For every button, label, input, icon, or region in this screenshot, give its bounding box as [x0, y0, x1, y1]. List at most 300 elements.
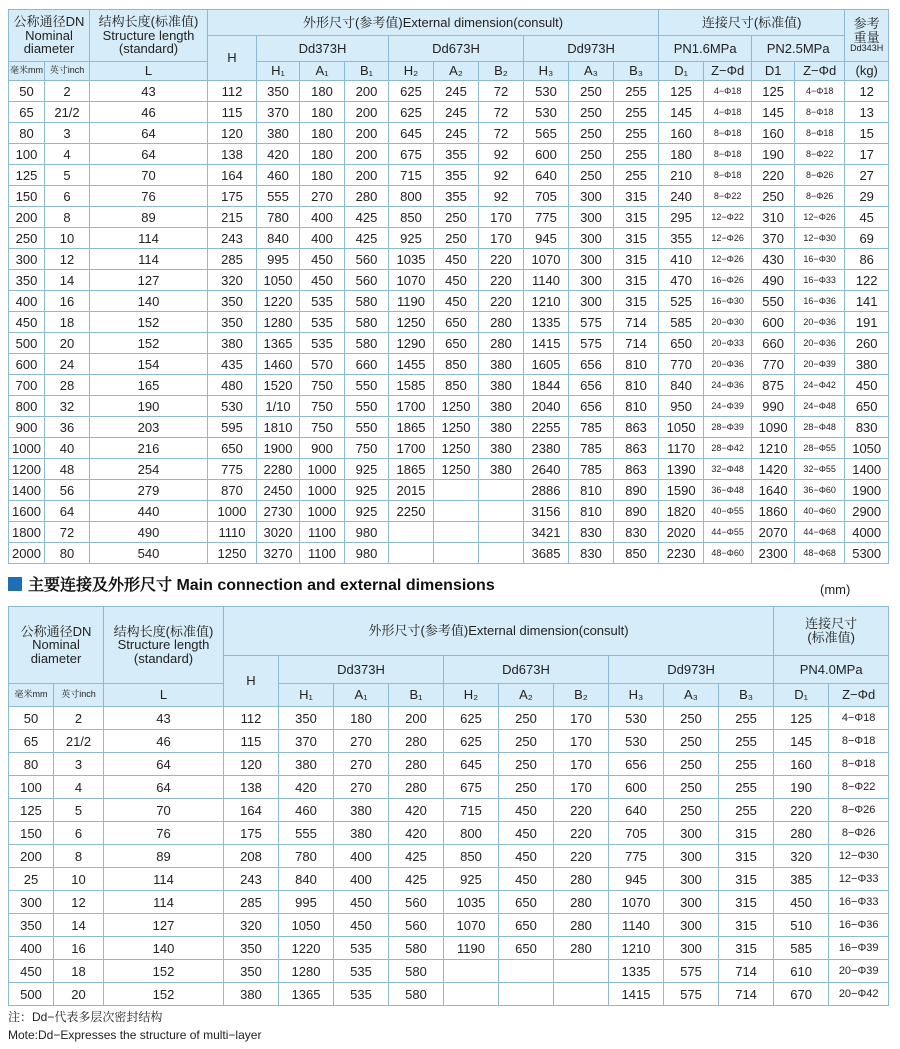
table-cell: 16−Φ36 [795, 291, 845, 312]
table-cell: 125 [9, 165, 45, 186]
table-cell: 250 [664, 799, 719, 822]
table-cell: 138 [224, 776, 279, 799]
table-cell: 565 [524, 123, 569, 144]
table-cell: 145 [774, 730, 829, 753]
table-cell: 1400 [845, 459, 889, 480]
h1-header: H₁ [279, 684, 334, 707]
table-cell: 280 [554, 868, 609, 891]
mm-header: 毫米mm [9, 684, 54, 707]
table-cell: 24−Φ42 [795, 375, 845, 396]
table-cell: 770 [752, 354, 795, 375]
zphid-header-pn25: Z−Φd [795, 62, 845, 81]
table-row [9, 123, 889, 144]
table-cell: 16−Φ33 [795, 270, 845, 291]
table-cell: 595 [208, 417, 257, 438]
table-cell: 72 [479, 123, 524, 144]
table-cell: 5300 [845, 543, 889, 564]
table-cell: 180 [300, 165, 345, 186]
table-cell: 3270 [257, 543, 300, 564]
table-cell: 260 [845, 333, 889, 354]
table-row [9, 707, 889, 730]
table-cell: 2040 [524, 396, 569, 417]
table-cell: 44−Φ68 [795, 522, 845, 543]
table-cell: 200 [9, 845, 54, 868]
table-cell: 16 [45, 291, 90, 312]
table-cell: 28 [45, 375, 90, 396]
table-cell: 450 [334, 914, 389, 937]
table-cell: 170 [554, 707, 609, 730]
table-cell: 863 [614, 438, 659, 459]
table-cell [434, 543, 479, 564]
table-cell: 8 [45, 207, 90, 228]
connection-dimension-header: 连接尺寸(标准值) [659, 10, 845, 36]
table-cell: 2450 [257, 480, 300, 501]
table-cell: 250 [499, 776, 554, 799]
table-cell: 300 [664, 845, 719, 868]
table-cell: 540 [90, 543, 208, 564]
table-cell: 4−Φ18 [795, 81, 845, 102]
table-cell: 625 [444, 707, 499, 730]
table-cell: 410 [659, 249, 704, 270]
table-cell: 1035 [389, 249, 434, 270]
table-cell: 810 [569, 480, 614, 501]
table-cell: 20−Φ36 [795, 333, 845, 354]
table-cell: 560 [345, 270, 389, 291]
table-cell [389, 543, 434, 564]
h1-header: H₁ [257, 62, 300, 81]
external-dimension-header: 外形尺寸(参考值)External dimension(consult) [224, 607, 774, 656]
nominal-diameter-header: 公称通径DN Nominal diameter [9, 10, 90, 62]
table-row [9, 102, 889, 123]
table-cell: 1220 [257, 291, 300, 312]
table-cell: 3156 [524, 501, 569, 522]
dd973h-header: Dd973H [609, 656, 774, 684]
dimension-table-pn16-pn25 [8, 9, 889, 564]
table-cell: 250 [569, 165, 614, 186]
table-cell: 32−Φ48 [704, 459, 752, 480]
table-cell: 380 [257, 123, 300, 144]
table2-body [9, 707, 889, 1006]
table-cell: 203 [90, 417, 208, 438]
table-cell: 160 [774, 753, 829, 776]
table-cell: 92 [479, 165, 524, 186]
table-cell: 48 [45, 459, 90, 480]
table-cell: 2255 [524, 417, 569, 438]
table-row [9, 354, 889, 375]
table-cell: 990 [752, 396, 795, 417]
table-cell: 350 [257, 81, 300, 102]
table-cell: 280 [479, 333, 524, 354]
table-cell: 200 [345, 123, 389, 144]
table-cell: 125 [9, 799, 54, 822]
table-cell [434, 480, 479, 501]
table-cell: 8 [54, 845, 104, 868]
table-cell: 255 [614, 102, 659, 123]
table-cell: 840 [257, 228, 300, 249]
table-cell: 36−Φ60 [795, 480, 845, 501]
table-cell: 500 [9, 333, 45, 354]
table-cell: 490 [90, 522, 208, 543]
table-cell: 270 [334, 753, 389, 776]
table-cell: 16−Φ30 [704, 291, 752, 312]
table-cell: 220 [774, 799, 829, 822]
table-cell: 32−Φ55 [795, 459, 845, 480]
table-cell: 65 [9, 730, 54, 753]
table-cell: 420 [257, 144, 300, 165]
table-cell: 775 [524, 207, 569, 228]
table-cell: 2000 [9, 543, 45, 564]
table-cell: 112 [224, 707, 279, 730]
table-cell: 3020 [257, 522, 300, 543]
table-cell: 27 [845, 165, 889, 186]
table-cell: 700 [9, 375, 45, 396]
table-cell: 250 [499, 730, 554, 753]
dd673h-header: Dd673H [389, 36, 524, 62]
table-cell: 127 [90, 270, 208, 291]
table-cell: 850 [614, 543, 659, 564]
table-cell: 830 [569, 522, 614, 543]
table-cell: 980 [345, 522, 389, 543]
table-cell: 1250 [208, 543, 257, 564]
table-row [9, 730, 889, 753]
table-cell: 220 [479, 249, 524, 270]
table-cell: 450 [434, 270, 479, 291]
h2-header: H₂ [389, 62, 434, 81]
table-cell: 243 [224, 868, 279, 891]
table-cell: 12−Φ26 [704, 228, 752, 249]
table-cell: 18 [54, 960, 104, 983]
table-cell: 656 [569, 396, 614, 417]
table-cell: 200 [9, 207, 45, 228]
table-cell: 20−Φ36 [795, 312, 845, 333]
pn40-header: PN4.0MPa [774, 656, 889, 684]
table-cell: 46 [104, 730, 224, 753]
table-cell: 380 [479, 375, 524, 396]
table-cell: 160 [752, 123, 795, 144]
table-cell: 840 [659, 375, 704, 396]
table-cell: 280 [389, 753, 444, 776]
table-cell: 1590 [659, 480, 704, 501]
dd373h-header: Dd373H [279, 656, 444, 684]
table-cell: 1200 [9, 459, 45, 480]
table-cell: 1460 [257, 354, 300, 375]
table-cell: 380 [224, 983, 279, 1006]
table-row [9, 845, 889, 868]
table-cell: 150 [9, 822, 54, 845]
table-cell: 780 [279, 845, 334, 868]
l-header: L [104, 684, 224, 707]
table-cell: 16 [54, 937, 104, 960]
table-cell: 650 [845, 396, 889, 417]
table-cell: 220 [554, 845, 609, 868]
table-cell: 64 [104, 753, 224, 776]
table-cell: 245 [434, 81, 479, 102]
table-row [9, 543, 889, 564]
table-cell: 2300 [752, 543, 795, 564]
table-cell: 575 [569, 333, 614, 354]
table-cell: 650 [499, 914, 554, 937]
table-cell: 4 [54, 776, 104, 799]
table-cell: 315 [719, 937, 774, 960]
table-cell: 1390 [659, 459, 704, 480]
table-cell: 450 [334, 891, 389, 914]
table-cell: 20 [54, 983, 104, 1006]
table-cell: 2015 [389, 480, 434, 501]
a2-header: A₂ [434, 62, 479, 81]
table-cell [479, 543, 524, 564]
table-cell: 945 [609, 868, 664, 891]
table-cell: 585 [659, 312, 704, 333]
table-cell: 1110 [208, 522, 257, 543]
table-cell: 550 [345, 375, 389, 396]
table-row [9, 396, 889, 417]
table-cell: 300 [664, 937, 719, 960]
table-cell: 1/10 [257, 396, 300, 417]
table-cell: 1700 [389, 396, 434, 417]
table-cell: 315 [719, 822, 774, 845]
table-cell: 250 [569, 144, 614, 165]
table-cell: 1280 [279, 960, 334, 983]
table-cell: 1140 [609, 914, 664, 937]
table-cell: 4000 [845, 522, 889, 543]
table-cell: 1000 [300, 459, 345, 480]
table-cell: 800 [444, 822, 499, 845]
section-marker-icon [8, 577, 22, 591]
table-cell: 28−Φ55 [795, 438, 845, 459]
table-cell: 1190 [389, 291, 434, 312]
table-cell: 280 [554, 937, 609, 960]
table-cell: 1050 [257, 270, 300, 291]
table-cell: 21/2 [45, 102, 90, 123]
table-cell: 300 [664, 891, 719, 914]
table-cell: 120 [208, 123, 257, 144]
table-cell: 1090 [752, 417, 795, 438]
l-header: L [90, 62, 208, 81]
table-cell: 154 [90, 354, 208, 375]
inch-header: 英寸inch [54, 684, 104, 707]
table-cell: 145 [752, 102, 795, 123]
table-cell: 570 [300, 354, 345, 375]
table-cell: 380 [479, 354, 524, 375]
table-cell: 863 [614, 459, 659, 480]
table-cell: 40−Φ60 [795, 501, 845, 522]
table-cell: 145 [659, 102, 704, 123]
table-cell: 420 [389, 822, 444, 845]
table-cell: 810 [614, 354, 659, 375]
table-cell: 12−Φ22 [704, 207, 752, 228]
table-cell: 12−Φ30 [829, 845, 889, 868]
structure-length-header: 结构长度(标准值) Structure length (standard) [104, 607, 224, 684]
external-dimension-header: 外形尺寸(参考值)External dimension(consult) [208, 10, 659, 36]
table-cell: 44−Φ55 [704, 522, 752, 543]
table-cell: 490 [752, 270, 795, 291]
table-cell: 450 [434, 291, 479, 312]
table-cell: 2886 [524, 480, 569, 501]
table-row [9, 937, 889, 960]
table-cell: 3685 [524, 543, 569, 564]
table-cell: 440 [90, 501, 208, 522]
table-cell: 420 [389, 799, 444, 822]
table-cell: 36 [45, 417, 90, 438]
table-cell: 450 [499, 845, 554, 868]
table-cell: 250 [569, 102, 614, 123]
table-cell: 1210 [752, 438, 795, 459]
table-cell: 280 [345, 186, 389, 207]
table-cell: 114 [90, 249, 208, 270]
table-cell: 2070 [752, 522, 795, 543]
table-cell: 1140 [524, 270, 569, 291]
table-cell: 320 [208, 270, 257, 291]
table-cell: 656 [609, 753, 664, 776]
table-cell: 14 [54, 914, 104, 937]
table-cell: 425 [389, 845, 444, 868]
table-cell: 255 [719, 799, 774, 822]
table-cell: 220 [752, 165, 795, 186]
table-cell: 12 [45, 249, 90, 270]
table-cell: 460 [257, 165, 300, 186]
table-cell: 580 [345, 291, 389, 312]
table-cell: 1800 [9, 522, 45, 543]
table-cell: 6 [45, 186, 90, 207]
table-cell: 64 [45, 501, 90, 522]
table-cell: 560 [345, 249, 389, 270]
table-cell: 1220 [279, 937, 334, 960]
table-cell: 14 [45, 270, 90, 291]
table-cell: 1050 [845, 438, 889, 459]
table-row [9, 81, 889, 102]
table-cell: 2730 [257, 501, 300, 522]
table-cell: 280 [389, 730, 444, 753]
table-cell [389, 522, 434, 543]
table-cell: 270 [300, 186, 345, 207]
table-cell: 279 [90, 480, 208, 501]
table-cell: 810 [614, 396, 659, 417]
table-cell: 530 [524, 81, 569, 102]
table-cell: 1100 [300, 543, 345, 564]
table-cell: 122 [845, 270, 889, 291]
table-row [9, 333, 889, 354]
table-cell: 15 [845, 123, 889, 144]
table-cell [444, 983, 499, 1006]
table-cell: 370 [279, 730, 334, 753]
table-cell: 1170 [659, 438, 704, 459]
table-cell: 875 [752, 375, 795, 396]
table-cell: 450 [300, 249, 345, 270]
table-cell: 785 [569, 417, 614, 438]
table-cell: 420 [279, 776, 334, 799]
table-cell: 72 [479, 81, 524, 102]
table-cell: 850 [434, 375, 479, 396]
table-cell: 92 [479, 186, 524, 207]
table-cell: 650 [434, 312, 479, 333]
table-cell: 64 [90, 144, 208, 165]
table-cell: 850 [434, 354, 479, 375]
table-cell: 220 [554, 822, 609, 845]
table-cell: 450 [499, 868, 554, 891]
pn25-header: PN2.5MPa [752, 36, 845, 62]
table-cell: 320 [224, 914, 279, 937]
table-cell: 24−Φ48 [795, 396, 845, 417]
table-cell: 8−Φ18 [829, 753, 889, 776]
table-cell: 56 [45, 480, 90, 501]
table-cell: 16−Φ26 [704, 270, 752, 291]
table-cell: 140 [90, 291, 208, 312]
table-cell: 550 [345, 396, 389, 417]
table-cell: 45 [845, 207, 889, 228]
table-cell: 70 [104, 799, 224, 822]
table-cell: 300 [569, 270, 614, 291]
table-cell: 535 [334, 937, 389, 960]
table-row [9, 459, 889, 480]
table-cell: 585 [774, 937, 829, 960]
table-cell: 450 [499, 799, 554, 822]
table-cell: 380 [208, 333, 257, 354]
table-cell: 25 [9, 868, 54, 891]
table-cell: 3 [54, 753, 104, 776]
table-cell: 925 [345, 459, 389, 480]
table-cell: 355 [434, 144, 479, 165]
table-cell: 660 [752, 333, 795, 354]
table-cell: 1415 [609, 983, 664, 1006]
table-row [9, 776, 889, 799]
table-row [9, 207, 889, 228]
table-cell: 450 [9, 312, 45, 333]
table-cell: 535 [334, 960, 389, 983]
table-cell: 995 [257, 249, 300, 270]
pn16-header: PN1.6MPa [659, 36, 752, 62]
table-cell: 600 [752, 312, 795, 333]
table-cell: 715 [389, 165, 434, 186]
table-cell: 450 [300, 270, 345, 291]
table-cell: 535 [300, 291, 345, 312]
note-zh: 注：Dd−代表多层次密封结构 [8, 1010, 163, 1024]
table-cell: 255 [614, 144, 659, 165]
table-cell: 350 [279, 707, 334, 730]
table-row [9, 144, 889, 165]
table-cell: 450 [9, 960, 54, 983]
h3-header: H₃ [524, 62, 569, 81]
table-cell: 127 [104, 914, 224, 937]
table-cell: 1050 [659, 417, 704, 438]
table-cell: 750 [300, 396, 345, 417]
a3-header: A₃ [664, 684, 719, 707]
table-cell: 480 [208, 375, 257, 396]
table-cell: 180 [334, 707, 389, 730]
table-cell: 870 [208, 480, 257, 501]
table-cell: 40−Φ55 [704, 501, 752, 522]
table-cell: 890 [614, 480, 659, 501]
table-cell: 1250 [434, 438, 479, 459]
table-cell: 8−Φ22 [704, 186, 752, 207]
a3-header: A₃ [569, 62, 614, 81]
table-cell: 5 [45, 165, 90, 186]
table-cell: 175 [224, 822, 279, 845]
table-cell: 850 [444, 845, 499, 868]
table-cell: 175 [208, 186, 257, 207]
table-cell: 675 [389, 144, 434, 165]
table-cell: 170 [479, 207, 524, 228]
table-cell: 125 [659, 81, 704, 102]
dd973h-header: Dd973H [524, 36, 659, 62]
table-cell: 580 [389, 983, 444, 1006]
table-cell: 315 [719, 868, 774, 891]
table-cell [554, 960, 609, 983]
table-cell: 435 [208, 354, 257, 375]
dd673h-header: Dd673H [444, 656, 609, 684]
table-cell: 650 [659, 333, 704, 354]
table-cell: 10 [45, 228, 90, 249]
table-cell: 20−Φ33 [704, 333, 752, 354]
